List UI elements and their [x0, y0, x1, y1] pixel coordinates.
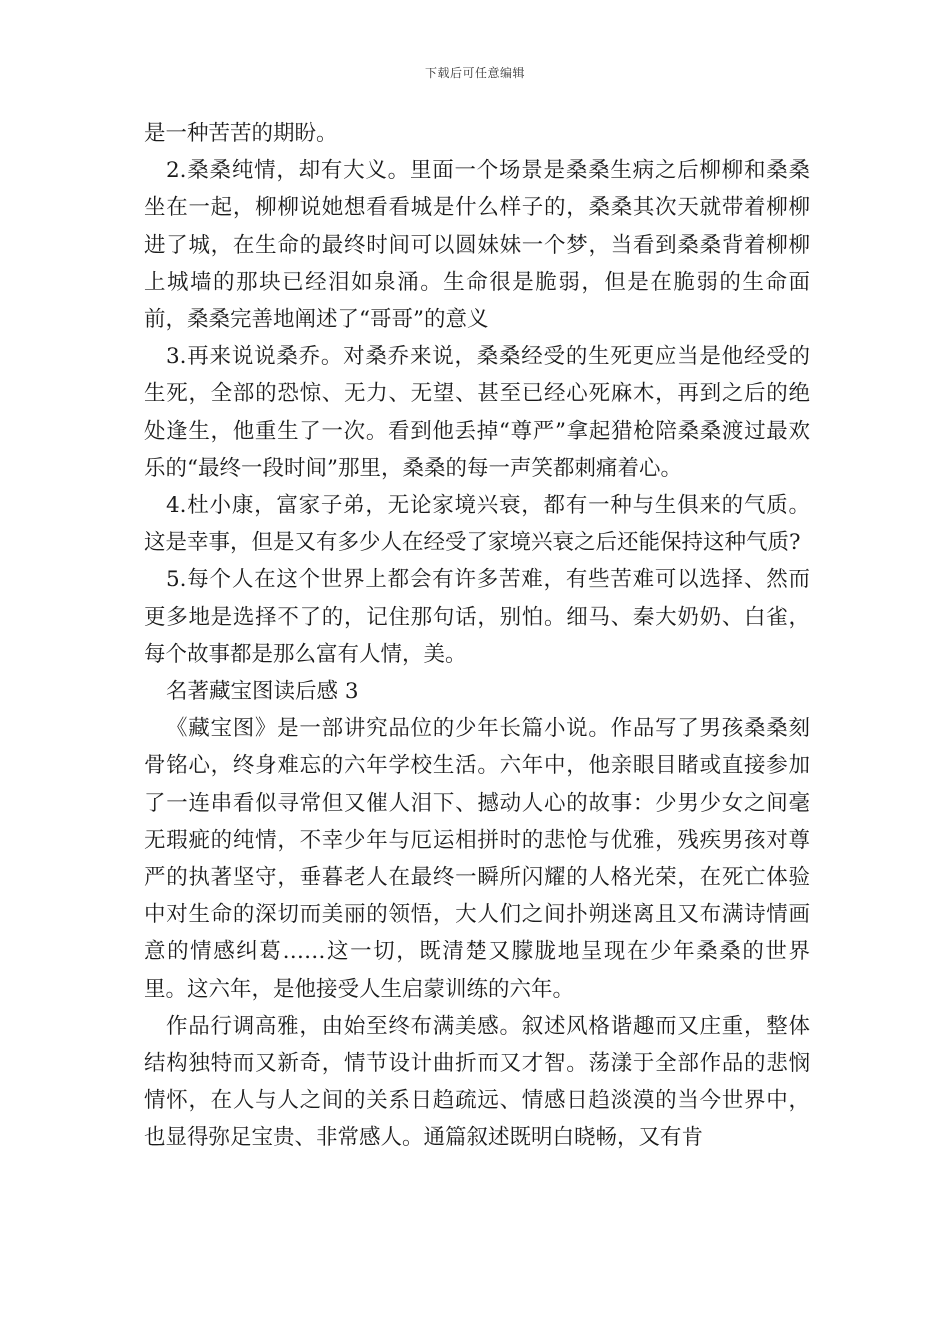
page-header-note: 下载后可任意编辑	[424, 66, 525, 80]
paragraph: 4.杜小康，富家子弟，无论家境兴衰，都有一种与生俱来的气质。这是幸事，但是又有多少人在经受了家境兴衰之后还能保持这种气质?	[144, 493, 810, 556]
paragraph: 是一种苦苦的期盼。	[144, 121, 338, 146]
paragraph: 2.桑桑纯情，却有大义。里面一个场景是桑桑生病之后柳柳和桑桑坐在一起，柳柳说她想看看城是什么样子的，桑桑其次天就带着柳柳进了城，在生命的最终时间可以圆妹妹一个梦，当看到桑桑背着柳柳上城墙的那块已经泪如泉涌。生命很是脆弱，但是在脆弱的生命面前，桑桑完善地阐述了“哥哥”的意义	[144, 158, 810, 333]
paragraph: 作品行调高雅，由始至终布满美感。叙述风格谐趣而又庄重，整体结构独特而又新奇，情节设计曲折而又才智。荡漾于全部作品的悲悯情怀，在人与人之间的关系日趋疏远、情感日趋淡漠的当今世界中，也显得弥足宝贵、非常感人。通篇叙述既明白晓畅，又有肯	[144, 1013, 810, 1151]
paragraph: 5.每个人在这个世界上都会有许多苦难，有些苦难可以选择、然而更多地是选择不了的，记住那句话，别怕。细马、秦大奶奶、白雀，每个故事都是那么富有人情，美。	[144, 567, 810, 667]
paragraph: 《藏宝图》是一部讲究品位的少年长篇小说。作品写了男孩桑桑刻骨铭心，终身难忘的六年学校生活。六年中，他亲眼目睹或直接参加了一连串看似寻常但又催人泪下、撼动人心的故事：少男少女之间毫无瑕疵的纯情，不幸少年与厄运相拼时的悲怆与优雅，残疾男孩对尊严的执著坚守，垂暮老人在最终一瞬所闪耀的人格光荣，在死亡体验中对生命的深切而美丽的领悟，大人们之间扑朔迷离且又布满诗情画意的情感纠葛……这一切，既清楚又朦胧地呈现在少年桑桑的世界里。这六年，是他接受人生启蒙训练的六年。	[144, 716, 810, 1002]
section-heading: 名著藏宝图读后感 3	[166, 679, 359, 705]
document-body	[144, 115, 810, 1157]
paragraph: 3.再来说说桑乔。对桑乔来说，桑桑经受的生死更应当是他经受的生死，全部的恐惊、无力、无望、甚至已经心死麻木，再到之后的绝处逢生，他重生了一次。看到他丢掉“尊严”拿起猎枪陪桑桑渡过最欢乐的“最终一段时间”那里，桑桑的每一声笑都刺痛着心。	[144, 344, 810, 481]
